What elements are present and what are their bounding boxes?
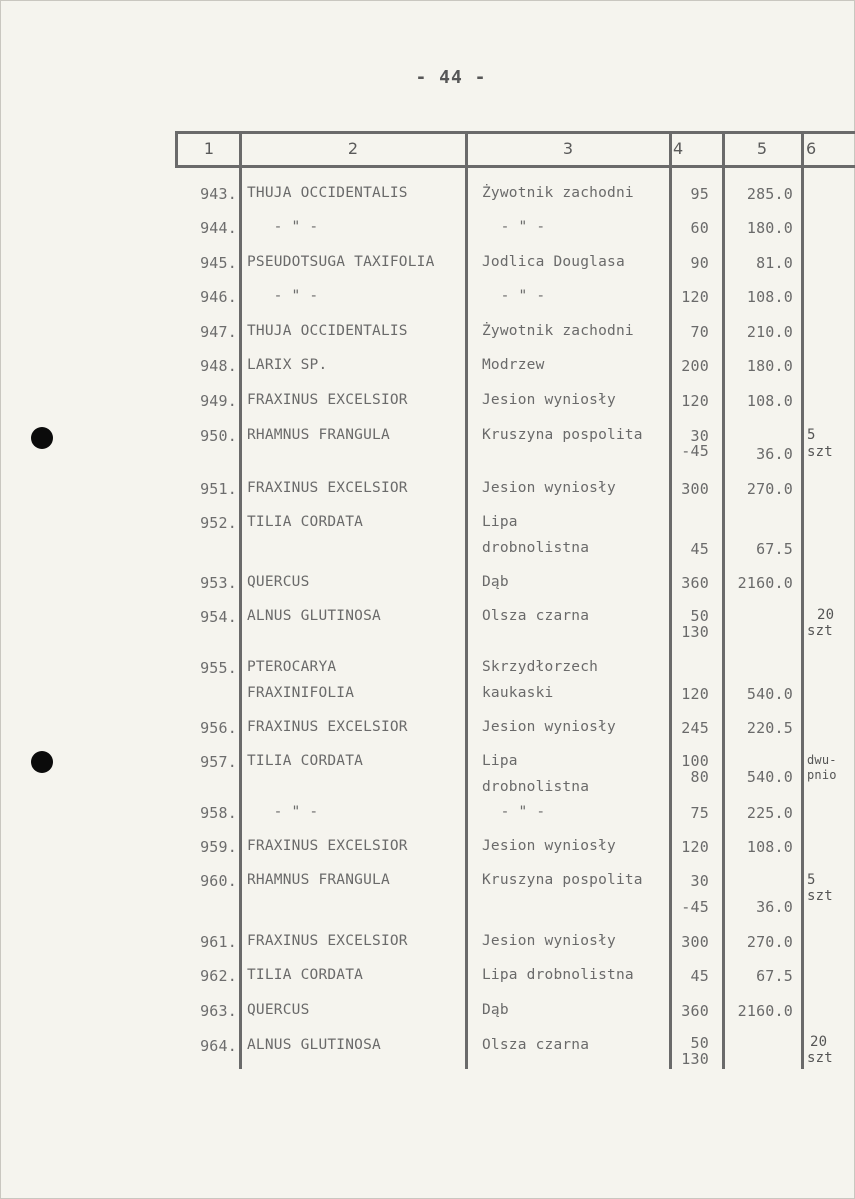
row-number: 956.	[200, 719, 237, 737]
column-6-value: 20	[810, 1034, 828, 1050]
latin-name: FRAXINIFOLIA	[247, 685, 355, 701]
row-number: 949.	[200, 392, 237, 410]
polish-name: drobnolistna	[482, 540, 590, 556]
row-number: 943.	[200, 185, 237, 203]
column-4-value: 50	[690, 1034, 709, 1052]
row-number: 957.	[200, 753, 237, 771]
polish-name: Jesion wyniosły	[482, 838, 616, 854]
latin-name: FRAXINUS EXCELSIOR	[247, 480, 408, 496]
column-5-value: 270.0	[746, 933, 793, 951]
latin-name: LARIX SP.	[247, 357, 328, 373]
row-number: 954.	[200, 608, 237, 626]
polish-name: Lipa	[482, 514, 518, 530]
latin-name: TILIA CORDATA	[247, 967, 364, 983]
column-4-value: 80	[690, 768, 709, 786]
polish-name: Kruszyna pospolita	[482, 872, 643, 888]
latin-name: TILIA CORDATA	[247, 753, 364, 769]
polish-name: Kruszyna pospolita	[482, 427, 643, 443]
column-6-value: szt	[807, 444, 833, 460]
column-4-value: 120	[681, 288, 709, 306]
polish-name: Lipa drobnolistna	[482, 967, 634, 983]
latin-name: ALNUS GLUTINOSA	[247, 1037, 381, 1053]
latin-name: RHAMNUS FRANGULA	[247, 872, 390, 888]
column-5-value: 210.0	[746, 323, 793, 341]
polish-name: Modrzew	[482, 357, 545, 373]
polish-name: Dąb	[482, 574, 509, 590]
punch-hole	[31, 427, 53, 449]
column-4-value: 120	[681, 838, 709, 856]
latin-name: FRAXINUS EXCELSIOR	[247, 719, 408, 735]
ditto-mark: - " -	[500, 288, 546, 304]
row-number: 953.	[200, 574, 237, 592]
column-4-value: 245	[681, 719, 709, 737]
column-6-value: dwu-	[807, 753, 837, 767]
polish-name: Skrzydłorzech	[482, 659, 599, 675]
row-number: 960.	[200, 872, 237, 890]
column-4-value: 130	[681, 623, 709, 641]
row-number: 952.	[200, 514, 237, 532]
column-header-2: 2	[347, 139, 359, 158]
page-number: - 44 -	[415, 67, 487, 88]
column-6-value: pnio	[807, 768, 837, 782]
polish-name: Jodlica Douglasa	[482, 254, 625, 270]
ditto-mark: - " -	[273, 288, 319, 304]
latin-name: PSEUDOTSUGA TAXIFOLIA	[247, 254, 435, 270]
column-5-value: 108.0	[746, 288, 793, 306]
column-6-value: 5	[807, 872, 816, 888]
column-header-5: 5	[756, 139, 768, 158]
column-5-value: 2160.0	[737, 1002, 793, 1020]
ditto-mark: - " -	[273, 219, 319, 235]
column-divider	[801, 131, 804, 1069]
column-4-value: 120	[681, 392, 709, 410]
column-5-value: 225.0	[746, 804, 793, 822]
row-number: 964.	[200, 1037, 237, 1055]
column-4-value: 360	[681, 1002, 709, 1020]
polish-name: Jesion wyniosły	[482, 719, 616, 735]
polish-name: Dąb	[482, 1002, 509, 1018]
column-5-value: 540.0	[746, 685, 793, 703]
latin-name: FRAXINUS EXCELSIOR	[247, 392, 408, 408]
header-bottom-border	[175, 165, 855, 168]
column-divider	[175, 131, 178, 167]
column-4-value: 45	[690, 967, 709, 985]
polish-name: Jesion wyniosły	[482, 480, 616, 496]
column-5-value: 2160.0	[737, 574, 793, 592]
ditto-mark: - " -	[500, 219, 546, 235]
column-6-value: 20	[817, 607, 835, 623]
column-5-value: 108.0	[746, 392, 793, 410]
latin-name: THUJA OCCIDENTALIS	[247, 185, 408, 201]
row-number: 946.	[200, 288, 237, 306]
row-number: 961.	[200, 933, 237, 951]
column-4-value: 300	[681, 480, 709, 498]
column-4-value: 70	[690, 323, 709, 341]
row-number: 962.	[200, 967, 237, 985]
latin-name: RHAMNUS FRANGULA	[247, 427, 390, 443]
polish-name: Żywotnik zachodni	[482, 185, 634, 201]
polish-name: drobnolistna	[482, 779, 590, 795]
row-number: 950.	[200, 427, 237, 445]
polish-name: Olsza czarna	[482, 608, 590, 624]
column-4-value: 100	[681, 752, 709, 770]
column-5-value: 540.0	[746, 768, 793, 786]
polish-name: kaukaski	[482, 685, 554, 701]
row-number: 959.	[200, 838, 237, 856]
column-4-value: 130	[681, 1050, 709, 1068]
ditto-mark: - " -	[273, 804, 319, 820]
column-5-value: 67.5	[756, 540, 793, 558]
column-4-value: 90	[690, 254, 709, 272]
column-divider	[239, 131, 242, 1069]
punch-hole	[31, 751, 53, 773]
column-4-value: -45	[681, 442, 709, 460]
column-4-value: 60	[690, 219, 709, 237]
column-5-value: 36.0	[756, 445, 793, 463]
polish-name: Żywotnik zachodni	[482, 323, 634, 339]
polish-name: Jesion wyniosły	[482, 392, 616, 408]
column-4-value: 45	[690, 540, 709, 558]
row-number: 944.	[200, 219, 237, 237]
column-4-value: -45	[681, 898, 709, 916]
column-5-value: 270.0	[746, 480, 793, 498]
latin-name: PTEROCARYA	[247, 659, 337, 675]
column-5-value: 180.0	[746, 219, 793, 237]
column-4-value: 360	[681, 574, 709, 592]
row-number: 958.	[200, 804, 237, 822]
column-4-value: 95	[690, 185, 709, 203]
column-5-value: 81.0	[756, 254, 793, 272]
polish-name: Olsza czarna	[482, 1037, 590, 1053]
row-number: 963.	[200, 1002, 237, 1020]
latin-name: ALNUS GLUTINOSA	[247, 608, 381, 624]
column-5-value: 108.0	[746, 838, 793, 856]
column-5-value: 67.5	[756, 967, 793, 985]
row-number: 945.	[200, 254, 237, 272]
column-header-3: 3	[562, 139, 574, 158]
column-5-value: 220.5	[746, 719, 793, 737]
polish-name: Jesion wyniosły	[482, 933, 616, 949]
latin-name: FRAXINUS EXCELSIOR	[247, 933, 408, 949]
column-6-value: szt	[807, 888, 833, 904]
table-top-border	[175, 131, 855, 134]
column-5-value: 180.0	[746, 357, 793, 375]
column-divider	[465, 131, 468, 1069]
column-4-value: 200	[681, 357, 709, 375]
ditto-mark: - " -	[500, 804, 546, 820]
row-number: 955.	[200, 659, 237, 677]
row-number: 947.	[200, 323, 237, 341]
column-6-value: szt	[807, 1050, 833, 1066]
column-4-value: 30	[690, 427, 709, 445]
column-5-value: 36.0	[756, 898, 793, 916]
row-number: 948.	[200, 357, 237, 375]
column-4-value: 120	[681, 685, 709, 703]
polish-name: Lipa	[482, 753, 518, 769]
column-header-1: 1	[203, 139, 215, 158]
column-4-value: 300	[681, 933, 709, 951]
column-6-value: szt	[807, 623, 833, 639]
column-header-6: 6	[806, 139, 817, 158]
row-number: 951.	[200, 480, 237, 498]
column-header-4: 4	[673, 139, 684, 158]
column-6-value: 5	[807, 427, 816, 443]
column-4-value: 50	[690, 607, 709, 625]
latin-name: THUJA OCCIDENTALIS	[247, 323, 408, 339]
latin-name: TILIA CORDATA	[247, 514, 364, 530]
latin-name: FRAXINUS EXCELSIOR	[247, 838, 408, 854]
column-4-value: 75	[690, 804, 709, 822]
latin-name: QUERCUS	[247, 574, 310, 590]
latin-name: QUERCUS	[247, 1002, 310, 1018]
column-4-value: 30	[690, 872, 709, 890]
column-5-value: 285.0	[746, 185, 793, 203]
